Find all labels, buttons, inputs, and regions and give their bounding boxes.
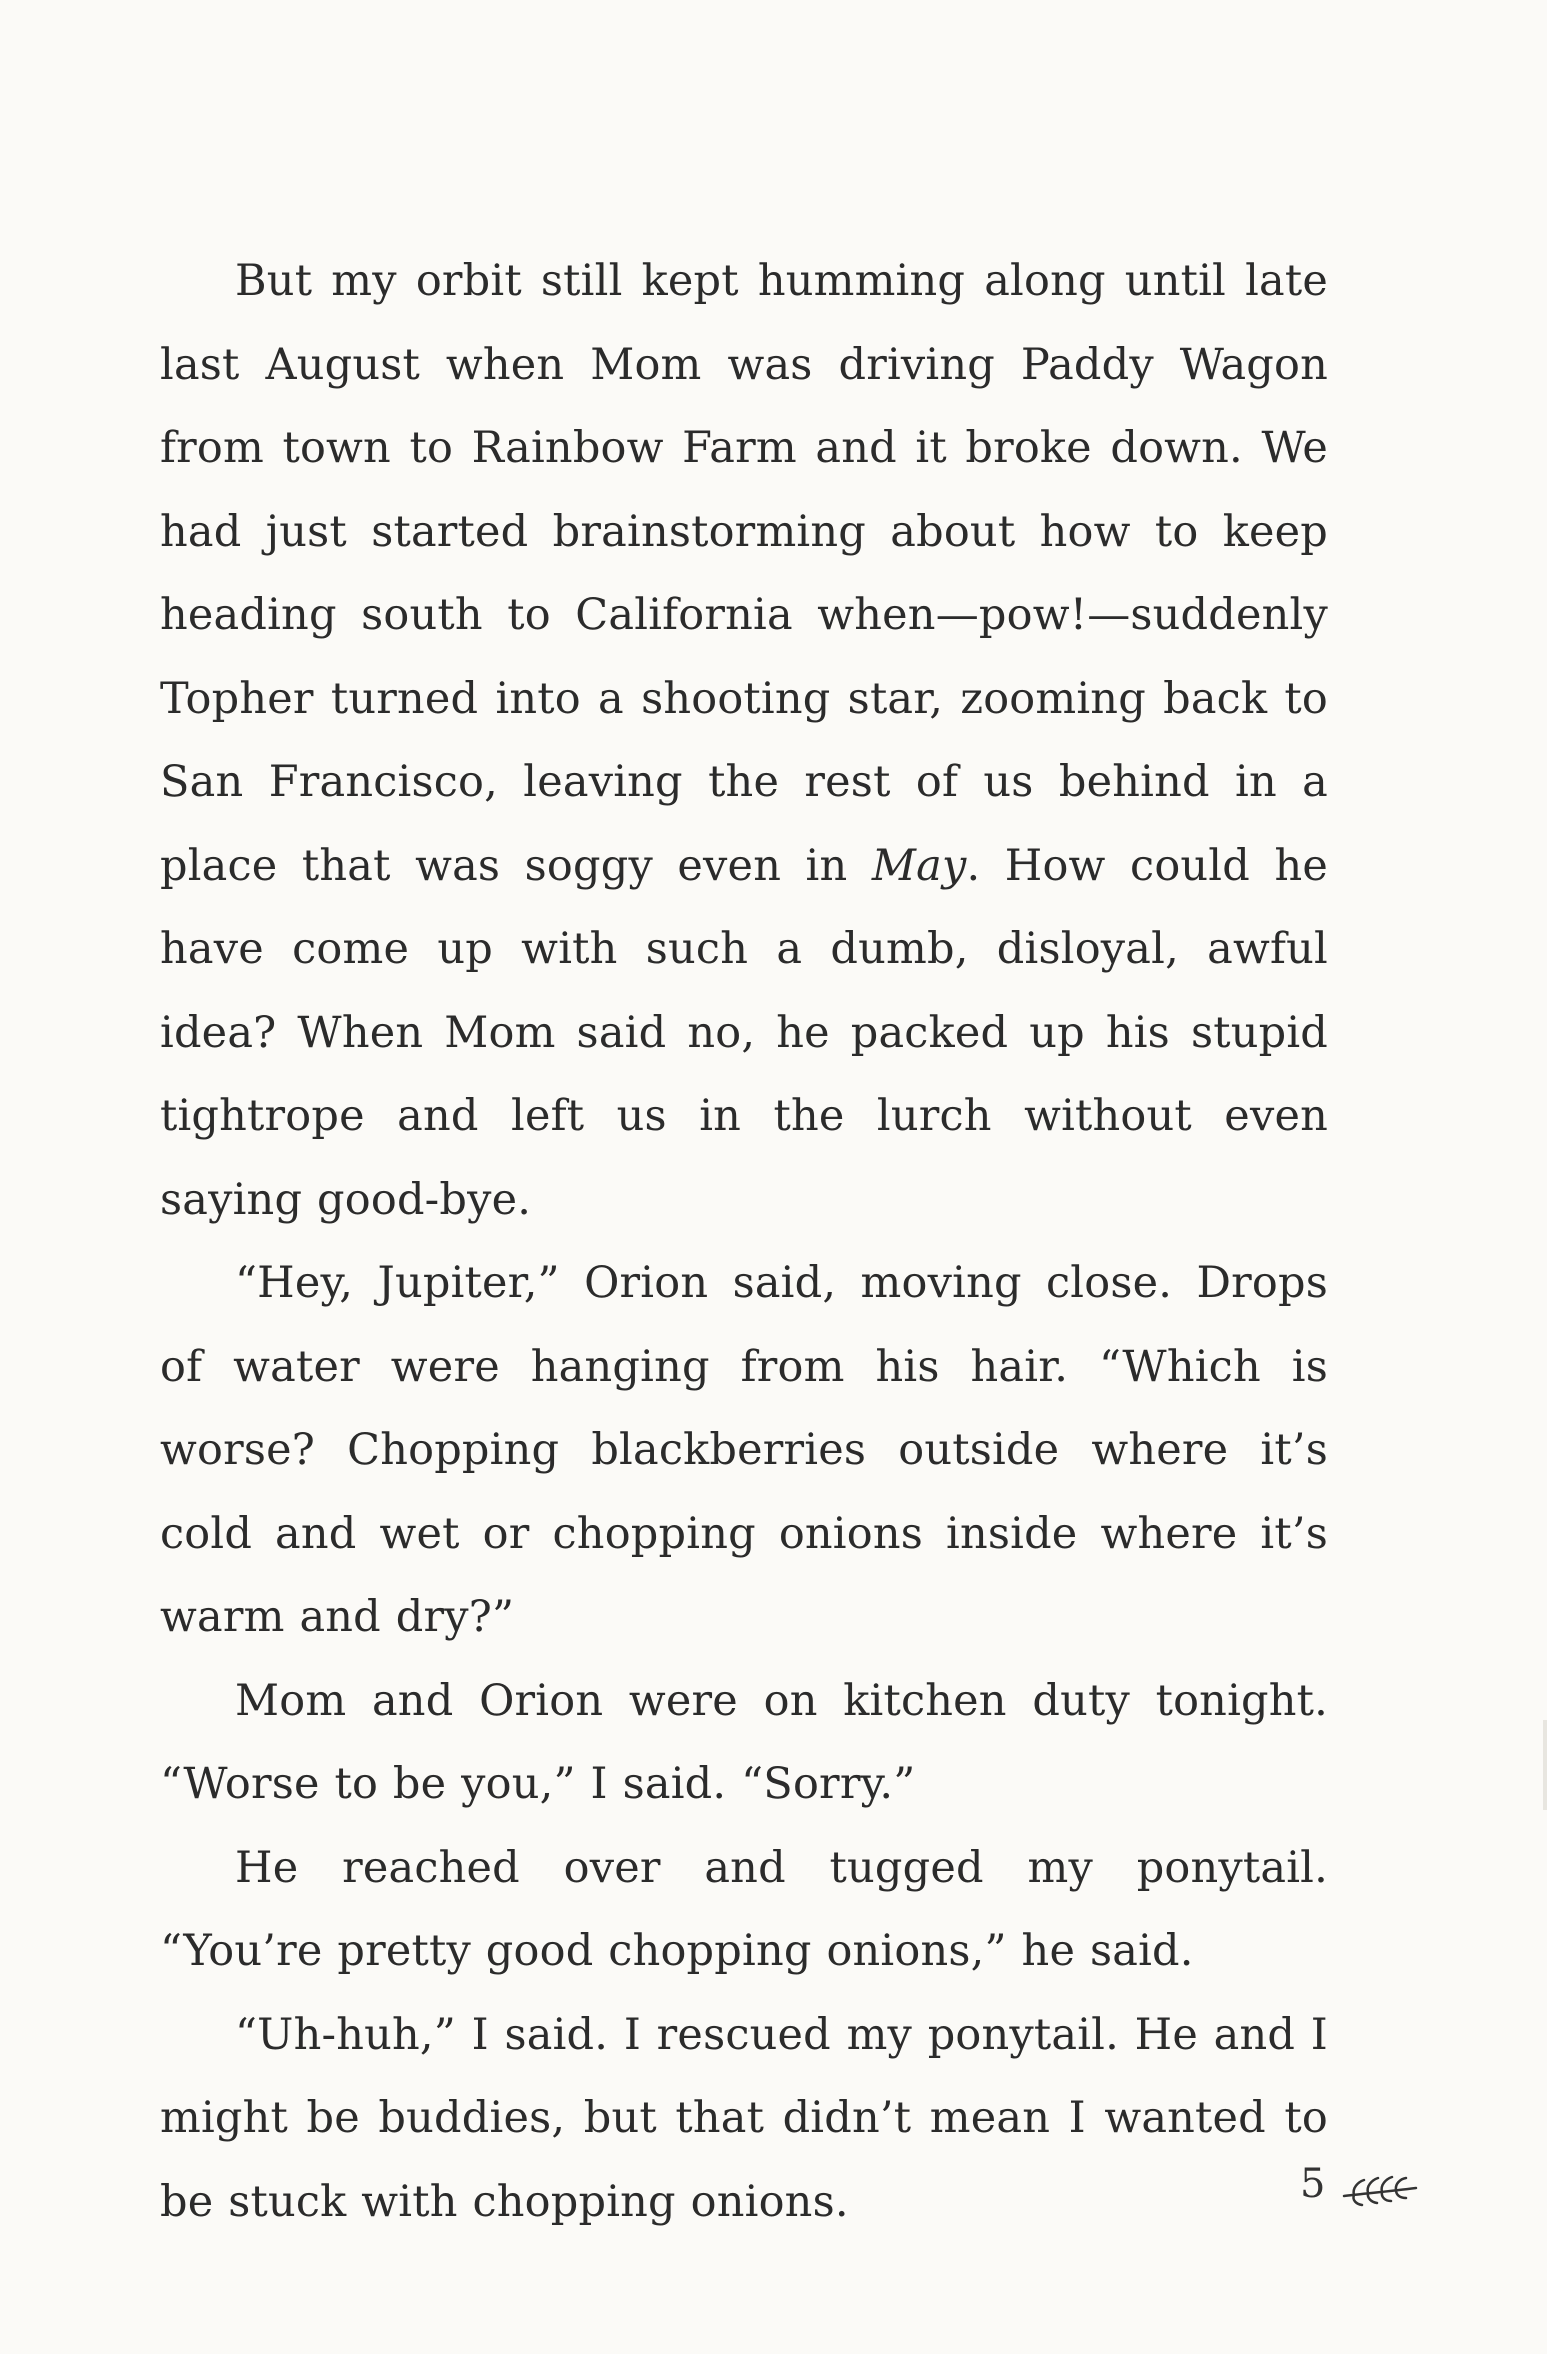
page-edge-shadow (1543, 1720, 1547, 1810)
paragraph-1-part-2: . How could he have come up with such a dumb, disloyal, awful idea? When Mom said no, he packed up his stupid tightrope and left us in the lurch without even saying good-bye. (160, 840, 1328, 1225)
body-text (160, 240, 1328, 2244)
leaf-sprig-icon (1340, 2170, 1420, 2208)
paragraph-1-emphasis: May (871, 840, 967, 891)
paragraph-5: “Uh-huh,” I said. I rescued my ponytail. He and I might be buddies, but that didn’t mean I wanted to be stuck with chopping onions. (160, 2009, 1328, 2227)
paragraph-2: “Hey, Jupiter,” Orion said, moving close. Drops of water were hanging from his hair. “Which is worse? Chopping blackberries outside where it’s cold and wet or chopping onions inside where it’s warm and dry?” (160, 1258, 1328, 1642)
paragraph-1-part-1: But my orbit still kept humming along until late last August when Mom was driving Paddy Wagon from town to Rainbow Farm and it broke down. We had just started brainstorming about how to keep heading south to California when—pow!—suddenly Topher turned into a shooting star, zooming back to San Francisco, leaving the rest of us behind in a place that was soggy even in (160, 256, 1328, 891)
paragraph-3: Mom and Orion were on kitchen duty tonight. “Worse to be you,” I said. “Sorry.” (160, 1675, 1328, 1809)
paragraph-1 (160, 240, 1328, 1242)
paragraph-4: He reached over and tugged my ponytail. “You’re pretty good chopping onions,” he said. (160, 1842, 1328, 1976)
page-number: 5 (1300, 2161, 1326, 2207)
